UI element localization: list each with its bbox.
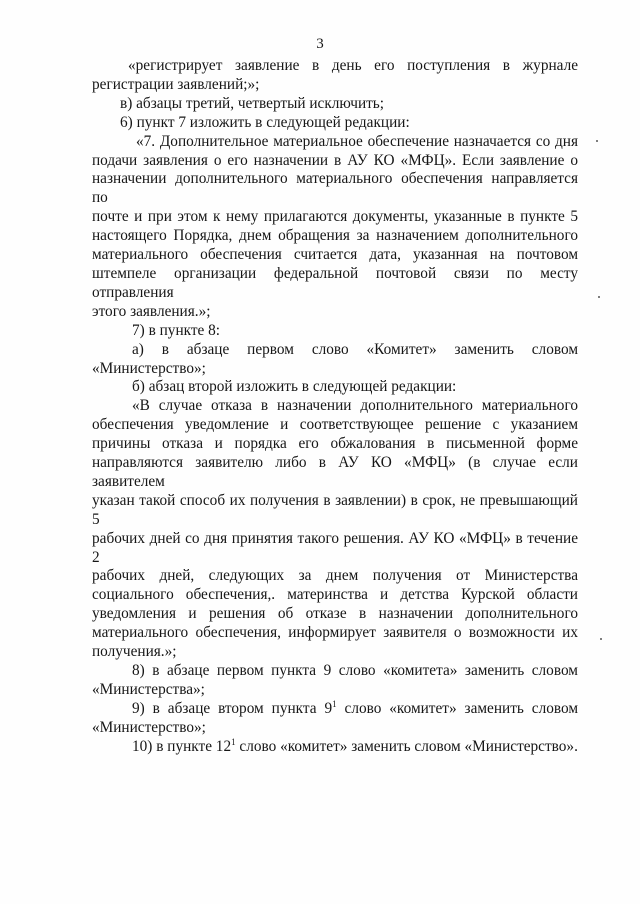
paragraph-refusal-line: направляются заявителю либо в АУ КО «МФЦ» (в случае если заявителем — [92, 454, 578, 490]
paragraph-item-v: в) абзацы третий, четвертый исключить; — [120, 94, 385, 112]
paragraph-item-b: б) абзац второй изложить в следующей редакции: — [132, 378, 457, 396]
paragraph-refusal-last: получения.»; — [92, 643, 177, 661]
paragraph-refusal-line: обеспечения уведомление и соответствующее решение с указанием — [92, 416, 578, 434]
item-9-text-a: 9) в абзаце втором пункта 9 — [132, 699, 333, 717]
paragraph-refusal-line: уведомления и решения об отказе в назначении дополнительного — [92, 605, 578, 623]
paragraph-item-6: 6) пункт 7 изложить в следующей редакции: — [120, 113, 410, 131]
paragraph-point-7-line: подачи заявления о его назначении в АУ КО «МФЦ». Если заявление о — [92, 151, 578, 169]
item-10-text-b: слово «комитет» заменить словом «Министерство». — [235, 737, 578, 755]
item-10-superscript: 1 — [231, 736, 236, 747]
scan-speck — [598, 296, 600, 298]
page-number: 3 — [316, 36, 324, 52]
paragraph-point-7-line: материального обеспечения считается дата, указанная на почтовом — [92, 246, 578, 264]
item-9-text-b: слово «комитет» заменить словом — [336, 699, 579, 717]
paragraph-register-cont: регистрации заявлений;»; — [92, 75, 260, 93]
paragraph-item-9-cont: «Министерство»; — [92, 718, 206, 736]
scan-speck — [596, 140, 598, 142]
paragraph-item-10 — [92, 738, 578, 757]
paragraph-register-line: «регистрирует заявление в день его поступления в журнале — [128, 57, 578, 74]
paragraph-item-a-cont: «Министерство»; — [92, 359, 206, 377]
paragraph-point-7-line: назначении дополнительного материального обеспечения направляется по — [92, 170, 578, 207]
paragraph-refusal-line: материального обеспечения, информирует заявителя о возможности их — [92, 624, 578, 642]
paragraph-point-7-line: штемпеле организации федеральной почтовой связи по месту отправления — [92, 264, 578, 301]
paragraph-refusal-line: социального обеспечения,. материнства и детства Курской области — [92, 586, 578, 604]
paragraph-refusal-first: «В случае отказа в назначении дополнительного материального — [132, 397, 578, 415]
item-9-superscript: 1 — [332, 698, 337, 709]
paragraph-item-8: 8) в абзаце первом пункта 9 слово «комитета» заменить словом — [132, 662, 578, 679]
scan-speck — [600, 638, 602, 640]
paragraph-point-7-line: почте и при этом к нему прилагаются документы, указанные в пункте 5 — [92, 208, 578, 226]
item-10-text-a: 10) в пункте 12 — [132, 737, 232, 755]
paragraph-point-7-line: настоящего Порядка, днем обращения за назначением дополнительного — [92, 227, 578, 245]
document-body — [92, 57, 578, 757]
paragraph-refusal-line: рабочих дней, следующих за днем получения от Министерства — [92, 567, 578, 585]
paragraph-item-a: а) в абзаце первом слово «Комитет» заменить словом — [132, 340, 578, 358]
paragraph-item-8-cont: «Министерства»; — [92, 680, 205, 698]
paragraph-item-7: 7) в пункте 8: — [132, 321, 221, 339]
paragraph-refusal-line: указан такой способ их получения в заявлении) в срок, не превышающий 5 — [92, 491, 578, 528]
paragraph-refusal-line: рабочих дней со дня принятия такого решения. АУ КО «МФЦ» в течение 2 — [92, 529, 578, 566]
paragraph-point-7-first: «7. Дополнительное материальное обеспечение назначается со дня — [136, 132, 578, 150]
paragraph-point-7-last: этого заявления.»; — [92, 302, 211, 320]
paragraph-item-9 — [92, 700, 578, 719]
paragraph-refusal-line: причины отказа и порядка его обжалования в письменной форме — [92, 435, 578, 453]
